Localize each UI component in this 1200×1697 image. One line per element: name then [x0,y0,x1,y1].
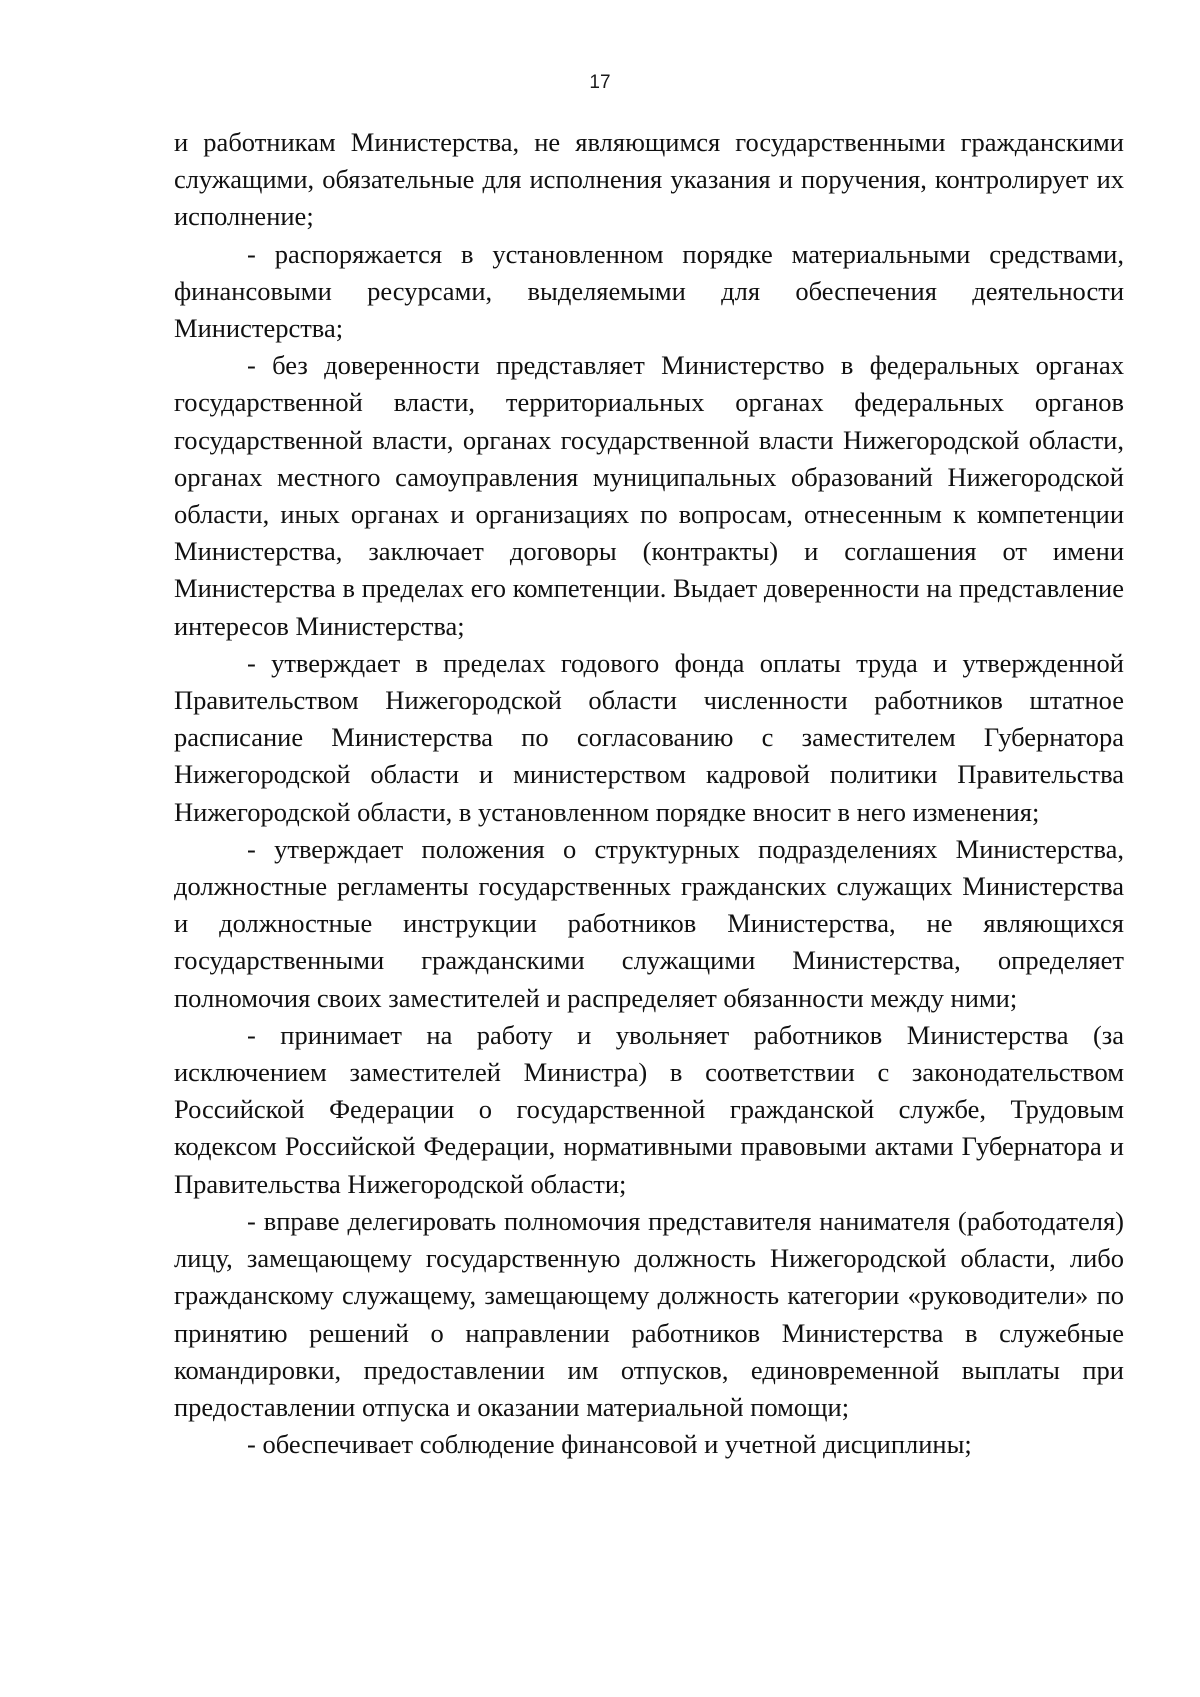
page-number: 17 [589,72,611,93]
document-body [174,124,1124,1463]
paragraph-staffing-schedule: - утверждает в пределах годового фонда оплаты труда и утвержденной Правительством Нижегородской области численности работников штатное расписание Министерства по согласованию с заместителем Губернатора Нижегородской области и министерством кадровой политики Правительства Нижегородской области, в установленном порядке вносит в него изменения; [174,647,1124,827]
paragraph-representation: - без доверенности представляет Министерство в федеральных органах государственной власти, территориальных органах федеральных органов государственной власти, органах государственной власти Нижегородской области, органах местного самоуправления муниципальных образований Нижегородской области, иных органах и организациях по вопросам, отнесенным к компетенции Министерства, заключает договоры (контракты) и соглашения от имени Министерства в пределах его компетенции. Выдает доверенности на представление интересов Министерства; [174,350,1124,641]
paragraph-continuation: и работникам Министерства, не являющимся государственными гражданскими служащими, обязательные для исполнения указания и поручения, контролирует их исполнение; [174,127,1124,232]
paragraph-financial-discipline: - обеспечивает соблюдение финансовой и учетной дисциплины; [247,1429,972,1460]
paragraph-hiring: - принимает на работу и увольняет работников Министерства (за исключением заместителей Министра) в соответствии с законодательством Российской Федерации о государственной гражданской службе, Трудовым кодексом Российской Федерации, нормативными правовыми актами Губернатора и Правительства Нижегородской области; [174,1019,1124,1199]
paragraph-delegation: - вправе делегировать полномочия представителя нанимателя (работодателя) лицу, замещающему государственную должность Нижегородской области, либо гражданскому служащему, замещающему должность категории «руководители» по принятию решений о направлении работников Министерства в служебные командировки, предоставлении им отпусков, единовременной выплаты при предоставлении отпуска и оказании материальной помощи; [174,1205,1124,1422]
paragraph-material-resources: - распоряжается в установленном порядке материальными средствами, финансовыми ресурсами, выделяемыми для обеспечения деятельности Министерства; [174,238,1124,344]
paragraph-regulations: - утверждает положения о структурных подразделениях Министерства, должностные регламенты государственных гражданских служащих Министерства и должностные инструкции работников Министерства, не являющихся государственными гражданскими служащими Министерства, определяет полномочия своих заместителей и распределяет обязанности между ними; [174,833,1124,1013]
